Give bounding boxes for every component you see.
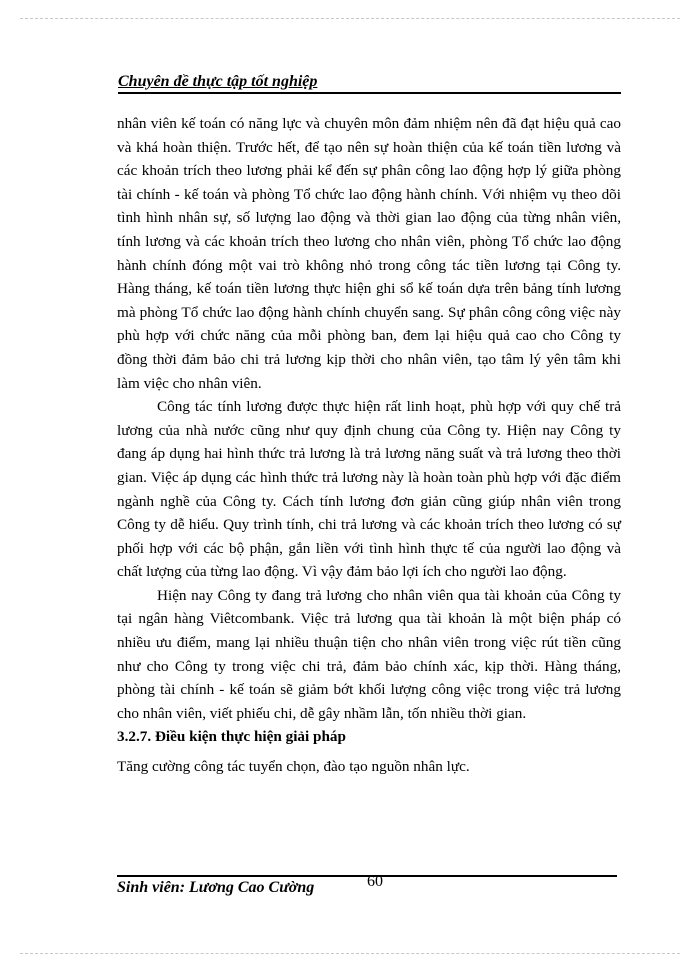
paragraph-1: nhân viên kế toán có năng lực và chuyên môn đảm nhiệm nên đã đạt hiệu quả cao và khá hoàn thiện. Trước hết, để tạo nên sự hoàn thiện của kế toán tiền lương và các khoản trích theo lương phải kể đến sự phân công lao động hợp lý giữa phòng tài chính - kế toán và phòng Tổ chức lao động hành chính. Với nhiệm vụ theo dõi tình hình nhân sự, số lượng lao động và thời gian lao động của từng nhân viên, tính lương và các khoản trích theo lương cho nhân viên, phòng Tổ chức lao động hành chính đóng một vai trò không nhỏ trong công tác tiền lương tại Công ty. Hàng tháng, kế toán tiền lương thực hiện ghi sổ kế toán dựa trên bảng tính lương mà phòng Tổ chức lao động hành chính chuyển sang. Sự phân công công việc này phù hợp với chức năng của mỗi phòng ban, đem lại hiệu quả cao cho Công ty đồng thời đảm bảo chi trả lương kịp thời cho nhân viên, tạo tâm lý yên tâm khi làm việc cho nhân viên. [117, 115, 621, 392]
page-header [118, 70, 621, 94]
page-border-bottom [20, 953, 680, 954]
header-title: Chuyên đề thực tập tốt nghiệp [118, 73, 318, 90]
paragraph-3: Hiện nay Công ty đang trả lương cho nhân viên qua tài khoản của Công ty tại ngân hàng Viêtcombank. Việc trả lương qua tài khoản là một biện pháp có nhiều ưu điểm, mang lại nhiều thuận tiện cho nhân viên trong việc rút tiền cũng như cho Công ty trong việc chi trả, đảm bảo chính xác, kịp thời. Hàng tháng, phòng tài chính - kế toán sẽ giảm bớt khối lượng công việc trong việc trả lương cho nhân viên, viết phiếu chi, dễ gây nhầm lẫn, tốn nhiều thời gian. [117, 586, 621, 722]
footer-author: Sinh viên: Lương Cao Cường [117, 879, 315, 896]
page-body [117, 112, 621, 779]
page-border-top [20, 18, 680, 19]
section-text: Tăng cường công tác tuyển chọn, đào tạo nguồn nhân lực. [117, 758, 470, 776]
section-heading: 3.2.7. Điều kiện thực hiện giải pháp [117, 728, 346, 746]
paragraph-2: Công tác tính lương được thực hiện rất linh hoạt, phù hợp với quy chế trả lương của nhà nước cũng như quy định chung của Công ty. Hiện nay Công ty đang áp dụng hai hình thức trả lương là trả lương năng suất và trả lương theo thời gian. Việc áp dụng các hình thức trả lương này là hoàn toàn phù hợp với đặc điểm ngành nghề của Công ty. Cách tính lương đơn giản cũng giúp nhân viên trong Công ty dễ hiểu. Quy trình tính, chi trả lương và các khoản trích theo lương có sự phối hợp với các bộ phận, gắn liền với tình hình thực tế của người lao động và chất lượng của từng lao động. Vì vậy đảm bảo lợi ích cho người lao động. [117, 398, 621, 581]
page-number: 60 [367, 873, 383, 890]
